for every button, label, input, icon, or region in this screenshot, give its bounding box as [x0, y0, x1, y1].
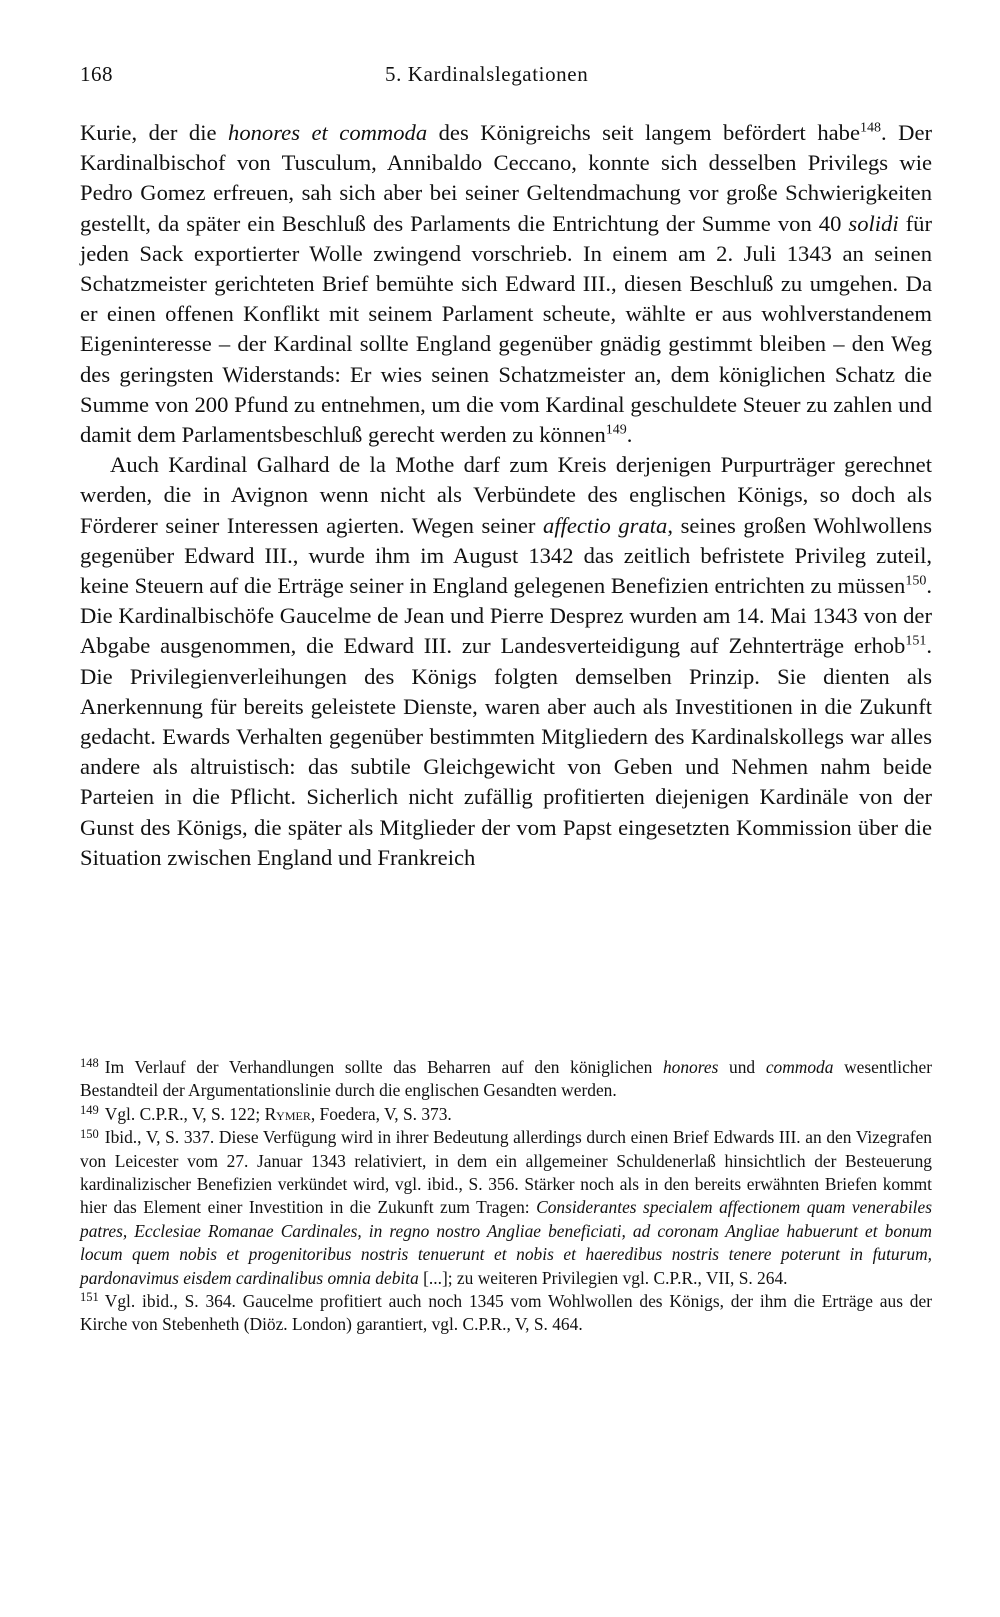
footnote-150 — [80, 1126, 932, 1290]
page-number: 168 — [80, 62, 113, 86]
footnote-ref-148[interactable]: 148 — [859, 120, 881, 136]
text-run: . Die Privilegienverleihungen des Königs folgten demselben Prinzip. Sie dienten als Anerkennung für bereits geleistete Dienste, waren aber auch als Investitionen in die Zukunft gedacht. Ewards Verhalten gegenüber bestimmten Mitgliedern des Kardinalskollegs war alles andere als altruistisch: das subtile Gleichgewicht von Geben und Nehmen nahm beide Parteien in die Pflicht. Sicherlich nicht zufällig profitierten diejenigen Kardinäle von der Gunst des Königs, die später als Mitglieder der vom Papst eingesetzten Kommission über die Situation zwischen England und Frankreich — [80, 633, 932, 870]
footnote-number: 149 — [80, 1103, 99, 1118]
text-run: [...]; zu weiteren Privilegien vgl. C.P.R., VII, S. 264. — [418, 1267, 788, 1288]
text-run: Auch Kardinal Galhard de la Mothe darf zum Kreis derjenigen Purpurträger gerechnet werden, die in Avignon wenn nicht als Verbündete des englischen Königs, so doch als Förderer seiner Interessen agierten. Wegen seiner — [80, 452, 932, 538]
italic-text: affectio grata — [543, 512, 668, 538]
text-run: , seines großen Wohlwollens gegenüber Edward III., wurde ihm im August 1342 das zeitlich befristete Privileg zuteil, keine Steuern auf die Erträge seiner in England gelegenen Benefizien entrichten zu müssen — [80, 512, 932, 599]
text-run: Vgl. ibid., S. 364. Gaucelme profitiert auch noch 1345 vom Wohlwollen des Königs, der ihm die Erträge aus der Kirche von Stebenheth (Diöz. London) garantiert, vgl. C.P.R., V, S. 464. — [80, 1291, 932, 1335]
footnote-149 — [80, 1103, 932, 1126]
footnote-ref-149[interactable]: 149 — [605, 422, 627, 438]
footnote-ref-151[interactable]: 151 — [905, 633, 927, 649]
author-name: Rymer — [264, 1103, 311, 1124]
text-run: für jeden Sack exportierter Wolle zwingend vorschrieb. In einem am 2. Juli 1343 an seinen Schatzmeister gerichteten Brief bemühte sich Edward III., diesen Beschluß zu umgehen. Da er einen offenen Konflikt mit seinem Parlament scheute, wählte er aus wohlverstandenem Eigeninteresse – der Kardinal sollte England gegenüber gnädig gestimmt bleiben – den Weg des geringsten Widerstands: Er wies seinen Schatzmeister an, dem königlichen Schatz die Summe von 200 Pfund zu entnehmen, um die vom Kardinal geschuldete Steuer zu zahlen und damit dem Parlamentsbeschluß gerecht werden zu können — [80, 210, 932, 448]
text-run: des Königreichs seit langem befördert habe — [427, 120, 860, 145]
footnote-148 — [80, 1056, 932, 1103]
footnote-151 — [80, 1290, 932, 1337]
italic-text: solidi — [848, 210, 899, 236]
text-run: Ibid., V, S. 337. Diese Verfügung wird in ihrer Bedeutung allerdings durch einen Brief Edwards III. an den Vizegrafen von Leicester vom 27. Januar 1343 relativiert, in dem ein allgemeiner Schuldenerlaß hinsichtlich der Besteuerung kardinalizischer Benefizien verkündet wird, vgl. ibid., S. 356. Stärker noch als in den bereits erwähnten Briefen kommt hier das Element einer Investition in die Zukunft zum Tragen: — [80, 1127, 932, 1218]
italic-text: commoda — [765, 1057, 834, 1077]
main-text — [80, 118, 932, 873]
footnotes — [80, 1056, 932, 1337]
text-run: Im Verlauf der Verhandlungen sollte das Beharren auf den königlichen — [104, 1057, 663, 1077]
italic-quotation: Considerantes specialem affectionem quam venerabiles patres, Ecclesiae Romanae Cardinales, in regno nostro Angliae beneficiati, ad coronam Angliae habuerunt et bonum locum quem nobis et progenitoribus nostris tenuerunt et nobis et haeredibus nostris tenere poterunt in futurum, pardonavimus eisdem cardinalibus omnia debita — [80, 1197, 932, 1288]
footnote-number: 151 — [80, 1290, 99, 1305]
text-run: . — [626, 422, 633, 448]
footnote-ref-150[interactable]: 150 — [905, 573, 927, 589]
text-run: , Foedera, V, S. 373. — [310, 1103, 452, 1124]
paragraph-1 — [80, 118, 932, 450]
italic-text: honores — [662, 1057, 719, 1077]
footnote-number: 148 — [80, 1056, 99, 1071]
text-run: wesentlicher Bestandteil der Argumentationslinie durch die englischen Gesandten werden. — [80, 1057, 932, 1101]
footnote-number: 150 — [80, 1126, 99, 1141]
text-run: . Die Kardinalbischöfe Gaucelme de Jean und Pierre Desprez wurden am 14. Mai 1343 von der Abgabe ausgenommen, die Edward III. zur Landesverteidigung auf Zehnterträge erhob — [80, 573, 932, 659]
italic-text: honores et commoda — [228, 120, 428, 145]
text-run: . Der Kardinalbischof von Tusculum, Annibaldo Ceccano, konnte sich desselben Privilegs wie Pedro Gomez erfreuen, sah sich aber bei seiner Geltendmachung vor große Schwierigkeiten gestellt, da später ein Beschluß des Parlaments die Entrichtung der Summe von 40 — [80, 120, 932, 236]
text-run: und — [718, 1057, 766, 1077]
running-head: 5. Kardinalslegationen — [385, 62, 589, 86]
paragraph-2 — [80, 450, 932, 873]
text-run: Kurie, der die — [80, 120, 229, 145]
text-run: Vgl. C.P.R., V, S. 122; — [104, 1103, 265, 1124]
